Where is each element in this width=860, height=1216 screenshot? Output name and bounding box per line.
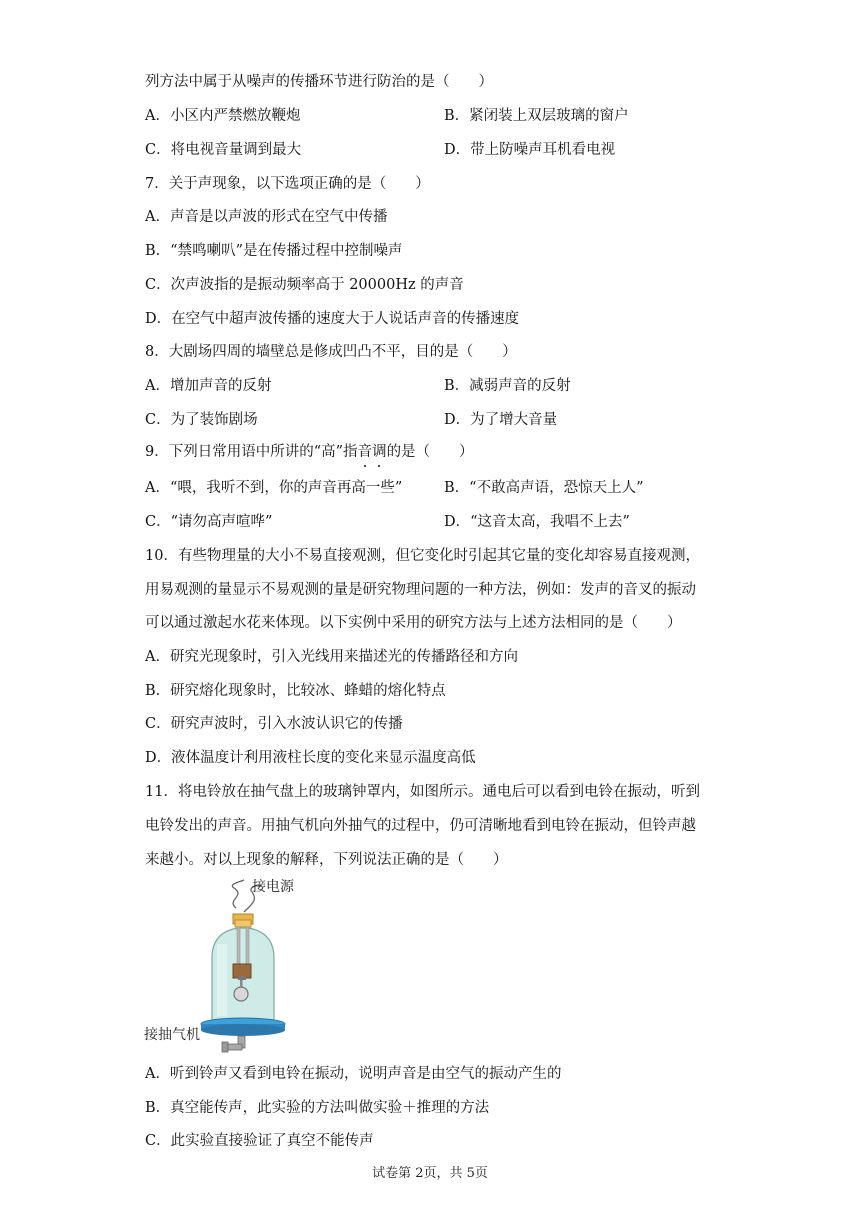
q8-option-d: D．为了增大音量: [444, 412, 558, 428]
q9-option-b: B．“不敢高声语，恐惊天上人”: [444, 480, 644, 496]
q8-option-b: B．减弱声音的反射: [444, 378, 571, 394]
q9-emphasis-char-2: 调: [372, 444, 387, 460]
q8-stem: 8．大剧场四周的墙壁总是修成凹凸不平，目的是（ ）: [145, 344, 517, 360]
q7-option-a: A．声音是以声波的形式在空气中传播: [145, 209, 388, 225]
q10-stem-line-3: 可以通过激起水花来体现。以下实例中采用的研究方法与上述方法相同的是（ ）: [145, 615, 682, 631]
q10-option-d: D．液体温度计利用液柱长度的变化来显示温度高低: [145, 750, 476, 766]
q9-stem-pre: 9．下列日常用语中所讲的“高”指: [145, 444, 358, 460]
q9-option-a: A．“喂，我听不到，你的声音再高一些”: [145, 480, 403, 496]
q10-stem-line-2: 用易观测的量显示不易观测的量是研究物理问题的一种方法，例如：发声的音叉的振动: [145, 582, 696, 598]
q8-option-a: A．增加声音的反射: [145, 378, 272, 394]
q11-stem-line-3: 来越小。对以上现象的解释，下列说法正确的是（ ）: [145, 852, 508, 868]
q7-option-b: B．“禁鸣喇叭”是在传播过程中控制噪声: [145, 243, 403, 259]
q7-stem: 7．关于声现象，以下选项正确的是（ ）: [145, 176, 430, 192]
q6-option-d: D．带上防噪声耳机看电视: [444, 142, 616, 158]
q10-stem-line-1: 10．有些物理量的大小不易直接观测，但它变化时引起其它量的变化却容易直接观测，: [145, 548, 700, 564]
q10-option-c: C．研究声波时，引入水波认识它的传播: [145, 716, 403, 732]
q6-option-a: A．小区内严禁燃放鞭炮: [145, 108, 301, 124]
figure-label-pump: 接抽气机: [144, 1027, 200, 1043]
q11-option-b: B．真空能传声，此实验的方法叫做实验＋推理的方法: [145, 1100, 490, 1116]
q9-emphasis-char-1: 音: [357, 444, 373, 460]
page-footer: 试卷第 2页，共 5页: [372, 1166, 488, 1181]
q10-option-b: B．研究熔化现象时，比较冰、蜂蜡的熔化特点: [145, 683, 446, 699]
q6-stem: 列方法中属于从噪声的传播环节进行防治的是（ ）: [145, 74, 493, 90]
bell-jar-figure: [140, 876, 310, 1056]
q9-option-c: C．“请勿高声喧哗”: [145, 514, 273, 530]
q6-option-c: C．将电视音量调到最大: [145, 142, 302, 158]
q9-stem-post: 的是（ ）: [386, 444, 474, 460]
q11-stem-line-2: 电铃发出的声音。用抽气机向外抽气的过程中，仍可清晰地看到电铃在振动，但铃声越: [145, 818, 696, 834]
q9-stem: [145, 442, 474, 462]
q11-option-c: C．此实验直接验证了真空不能传声: [145, 1133, 374, 1149]
q8-option-c: C．为了装饰剧场: [145, 412, 258, 428]
q11-stem-line-1: 11．将电铃放在抽气盘上的玻璃钟罩内，如图所示。通电后可以看到电铃在振动，听到: [145, 784, 700, 800]
q10-option-a: A．研究光现象时，引入光线用来描述光的传播路径和方向: [145, 649, 518, 665]
q6-option-b: B．紧闭装上双层玻璃的窗户: [444, 108, 629, 124]
q7-option-d: D．在空气中超声波传播的速度大于人说话声音的传播速度: [145, 311, 520, 327]
q7-option-c: C．次声波指的是振动频率高于 20000Hz 的声音: [145, 277, 464, 293]
q11-option-a: A．听到铃声又看到电铃在振动，说明声音是由空气的振动产生的: [145, 1066, 562, 1082]
figure-label-power: 接电源: [252, 879, 294, 895]
q9-option-d: D．“这音太高，我唱不上去”: [444, 514, 630, 530]
